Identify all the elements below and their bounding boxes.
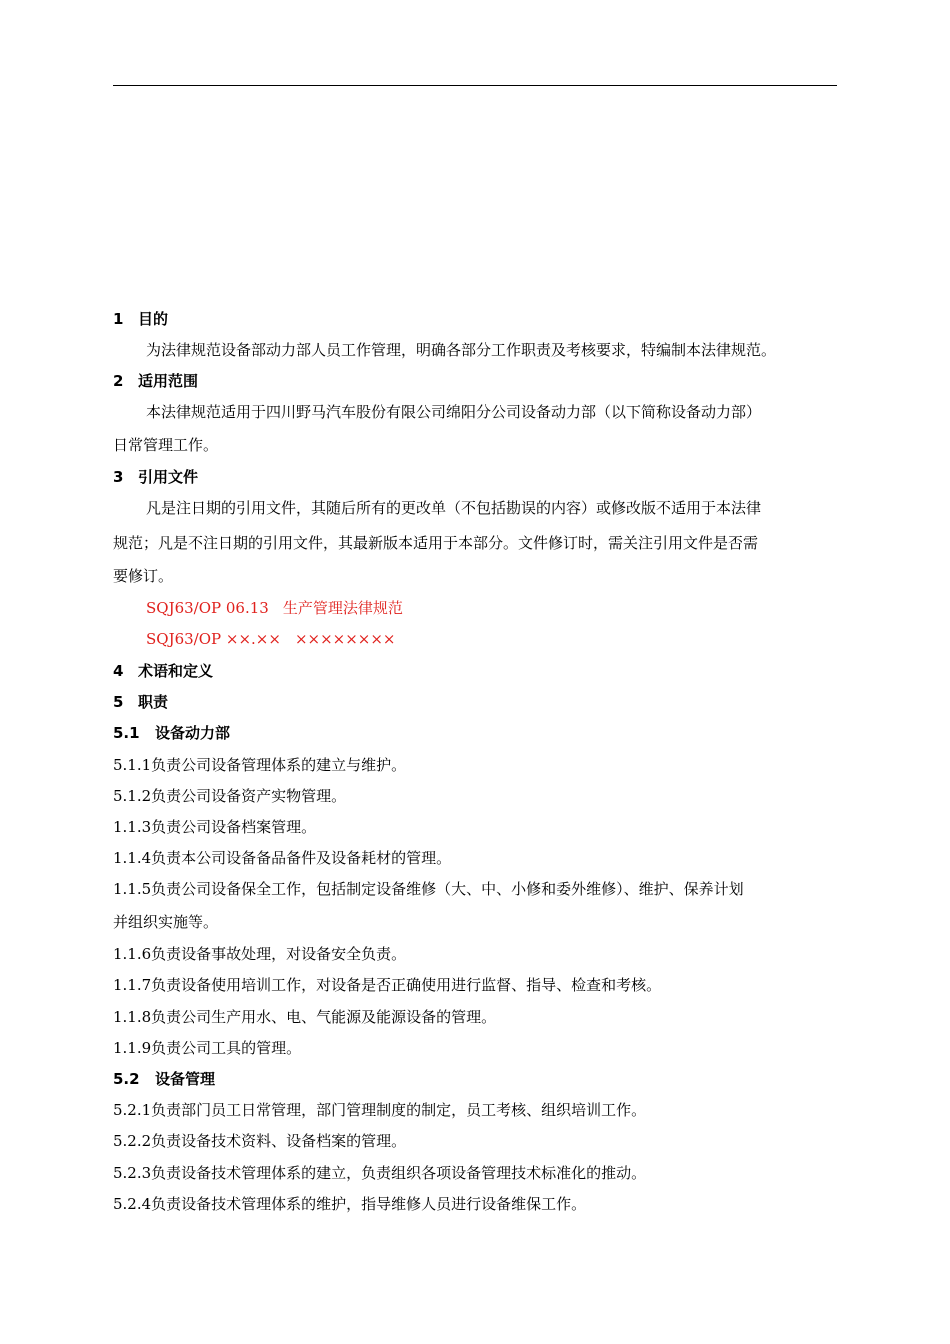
- section-3-body-line-1: 凡是注日期的引用文件，其随后所有的更改单（不包括勘误的内容）或修改版不适用于本法律: [146, 499, 762, 517]
- section-number: 5.1: [113, 724, 140, 742]
- section-2-heading: [113, 371, 198, 391]
- list-item: 5.2.1负责部门员工日常管理，部门管理制度的制定，员工考核、组织培训工作。: [113, 1101, 647, 1119]
- list-item: 1.1.6负责设备事故处理，对设备安全负责。: [113, 945, 407, 963]
- section-title: 设备动力部: [155, 724, 231, 742]
- list-item: 1.1.8负责公司生产用水、电、气能源及能源设备的管理。: [113, 1008, 497, 1026]
- section-number: 2: [113, 372, 124, 390]
- reference-item-2: [146, 629, 395, 649]
- list-item: 5.2.3负责设备技术管理体系的建立，负责组织各项设备管理技术标准化的推动。: [113, 1164, 647, 1182]
- section-number: 3: [113, 468, 124, 486]
- reference-name: ××××××××: [294, 630, 396, 648]
- section-5-heading: [113, 692, 168, 712]
- reference-code: SQJ63/OP 06.13: [146, 599, 269, 617]
- section-title: 设备管理: [155, 1070, 216, 1088]
- section-3-body-line-3: 要修订。: [113, 567, 174, 585]
- reference-name: 生产管理法律规范: [282, 599, 403, 617]
- section-5-1-heading: [113, 723, 230, 743]
- section-1-heading: [113, 309, 168, 329]
- list-item: 1.1.9负责公司工具的管理。: [113, 1039, 302, 1057]
- section-5-2-heading: [113, 1069, 215, 1089]
- list-item: 5.2.4负责设备技术管理体系的维护，指导维修人员进行设备维保工作。: [113, 1195, 587, 1213]
- list-item: 5.2.2负责设备技术资料、设备档案的管理。: [113, 1132, 407, 1150]
- section-2-body-line-2: 日常管理工作。: [113, 436, 219, 454]
- list-item: 1.1.3负责公司设备档案管理。: [113, 818, 317, 836]
- section-3-heading: [113, 467, 198, 487]
- section-3-body-line-2: 规范；凡是不注日期的引用文件，其最新版本适用于本部分。文件修订时，需关注引用文件是否需: [113, 534, 759, 552]
- list-item-continuation: 并组织实施等。: [113, 913, 219, 931]
- list-item: 1.1.7负责设备使用培训工作，对设备是否正确使用进行监督、指导、检查和考核。: [113, 976, 662, 994]
- list-item: 5.1.2负责公司设备资产实物管理。: [113, 787, 347, 805]
- section-4-heading: [113, 661, 213, 681]
- section-number: 5.2: [113, 1070, 140, 1088]
- section-title: 适用范围: [138, 372, 199, 390]
- header-rule: [113, 85, 837, 86]
- section-title: 引用文件: [138, 468, 199, 486]
- list-item: 1.1.5负责公司设备保全工作，包括制定设备维修（大、中、小修和委外维修）、维护、保养计划: [113, 880, 744, 898]
- section-1-body: 为法律规范设备部动力部人员工作管理，明确各部分工作职责及考核要求，特编制本法律规范。: [146, 341, 777, 359]
- section-number: 1: [113, 310, 124, 328]
- section-number: 5: [113, 693, 124, 711]
- reference-item-1: [146, 598, 403, 618]
- section-number: 4: [113, 662, 124, 680]
- section-title: 目的: [138, 310, 169, 328]
- section-title: 职责: [138, 693, 169, 711]
- list-item: 1.1.4负责本公司设备备品备件及设备耗材的管理。: [113, 849, 452, 867]
- reference-code: SQJ63/OP ××.××: [146, 630, 281, 648]
- section-title: 术语和定义: [138, 662, 214, 680]
- list-item: 5.1.1负责公司设备管理体系的建立与维护。: [113, 756, 407, 774]
- section-2-body-line-1: 本法律规范适用于四川野马汽车股份有限公司绵阳分公司设备动力部（以下简称设备动力部）: [146, 403, 762, 421]
